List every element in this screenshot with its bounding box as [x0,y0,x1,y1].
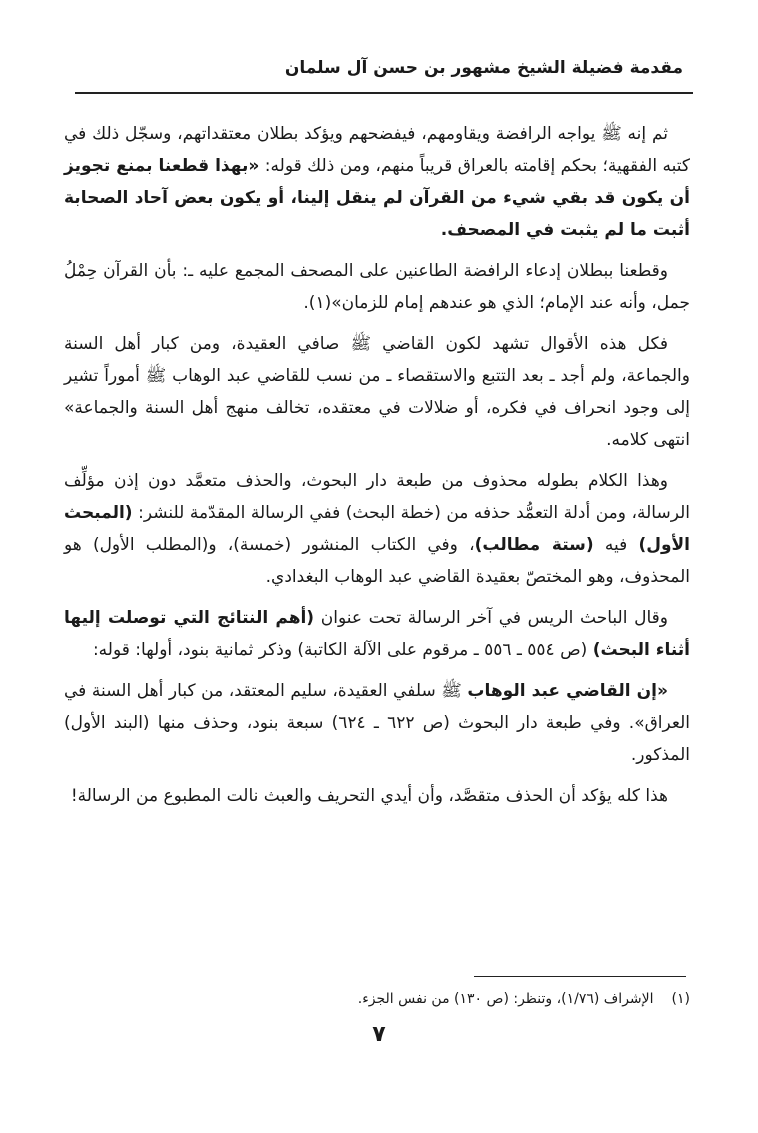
paragraph-5-text-a: وقال الباحث الريس في آخر الرسالة تحت عنوان [314,608,668,628]
paragraph-1 [64,118,690,246]
paragraph-4-text-b: فيه [593,535,639,555]
header-rule [75,92,693,94]
footnote-text: الإشراف (١/٧٦)، وتنظر: (ص ١٣٠) من نفس الجزء. [357,991,654,1007]
paragraph-2 [64,255,690,319]
six-topics-bold: (ستة مطالب) [474,535,594,555]
paragraph-6-text: ﷺ سلفي العقيدة، سليم المعتقد، من كبار أهل السنة في العراق». وفي طبعة دار البحوث (ص ٦٢٢ ـ ٦٢٤) سبعة بنود، وحذف منها (البند الأول) المذكور. [64,681,690,765]
paragraph-1-text: ثم إنه ﷺ يواجه الرافضة ويقاومهم، فيفضحهم ويؤكد بطلان معتقداتهم، وسجّل ذلك في كتبه الفقهية؛ بحكم إقامته بالعراق قريباً منهم، ومن ذلك قوله: [64,124,690,176]
body-text [64,118,690,821]
running-header: مقدمة فضيلة الشيخ مشهور بن حسن آل سلمان [284,58,683,78]
paragraph-6 [64,675,690,771]
footnote-rule [474,976,686,977]
paragraph-3 [64,328,690,456]
qadi-quote-bold: «إن القاضي عبد الوهاب [467,681,668,701]
paragraph-4-text-a: وهذا الكلام بطوله محذوف من طبعة دار البحوث، والحذف متعمَّد دون إذن مؤلِّف الرسالة، ومن أدلة التعمُّد حذفه من (خطة البحث) ففي الرسالة المقدّمة للنشر: [64,471,690,523]
quote-bold-text: «بهذا قطعنا بمنع تجويز أن يكون قد بقي شيء من القرآن لم ينقل إلينا، أو يكون بعض آحاد الصحابة أثبت ما لم يثبت في المصحف. [64,156,690,240]
paragraph-3-text: فكل هذه الأقوال تشهد لكون القاضي ﷺ صافي العقيدة، ومن كبار أهل السنة والجماعة، ولم أجد ـ بعد التتبع والاستقصاء ـ من نسب للقاضي عبد الوهاب ﷺ أموراً تشير إلى وجود انحراف في فكره، أو ضلالات في معتقده، تخالف منهج أهل السنة والجماعة» انتهى كلامه. [64,334,690,450]
paragraph-5 [64,602,690,666]
footnote [64,988,690,1010]
results-title-bold: (أهم النتائج التي توصلت إليها أثناء البحث) [64,608,690,660]
paragraph-4 [64,465,690,593]
paragraph-5-text-b: (ص ٥٥٤ ـ ٥٥٦ ـ مرقوم على الآلة الكاتبة) وذكر ثمانية بنود، أولها: قوله: [92,640,593,660]
page-number: ٧ [372,1022,386,1047]
footnote-number: (١) [671,991,690,1007]
paragraph-7-text: هذا كله يؤكد أن الحذف متقصَّد، وأن أيدي التحريف والعبث نالت المطبوع من الرسالة! [70,786,668,806]
paragraph-2-text: وقطعنا ببطلان إدعاء الرافضة الطاعنين على المصحف المجمع عليه ـ: بأن القرآن حِمْلُ جمل، وأنه عند الإمام؛ الذي هو عندهم إمام للزمان»(١). [64,261,690,313]
first-section-bold: (المبحث الأول) [64,503,691,555]
paragraph-4-text-c: ، وفي الكتاب المنشور (خمسة)، و(المطلب الأول) هو المحذوف، وهو المختصّ بعقيدة القاضي عبد الوهاب البغدادي. [64,535,690,587]
paragraph-7 [64,780,690,812]
